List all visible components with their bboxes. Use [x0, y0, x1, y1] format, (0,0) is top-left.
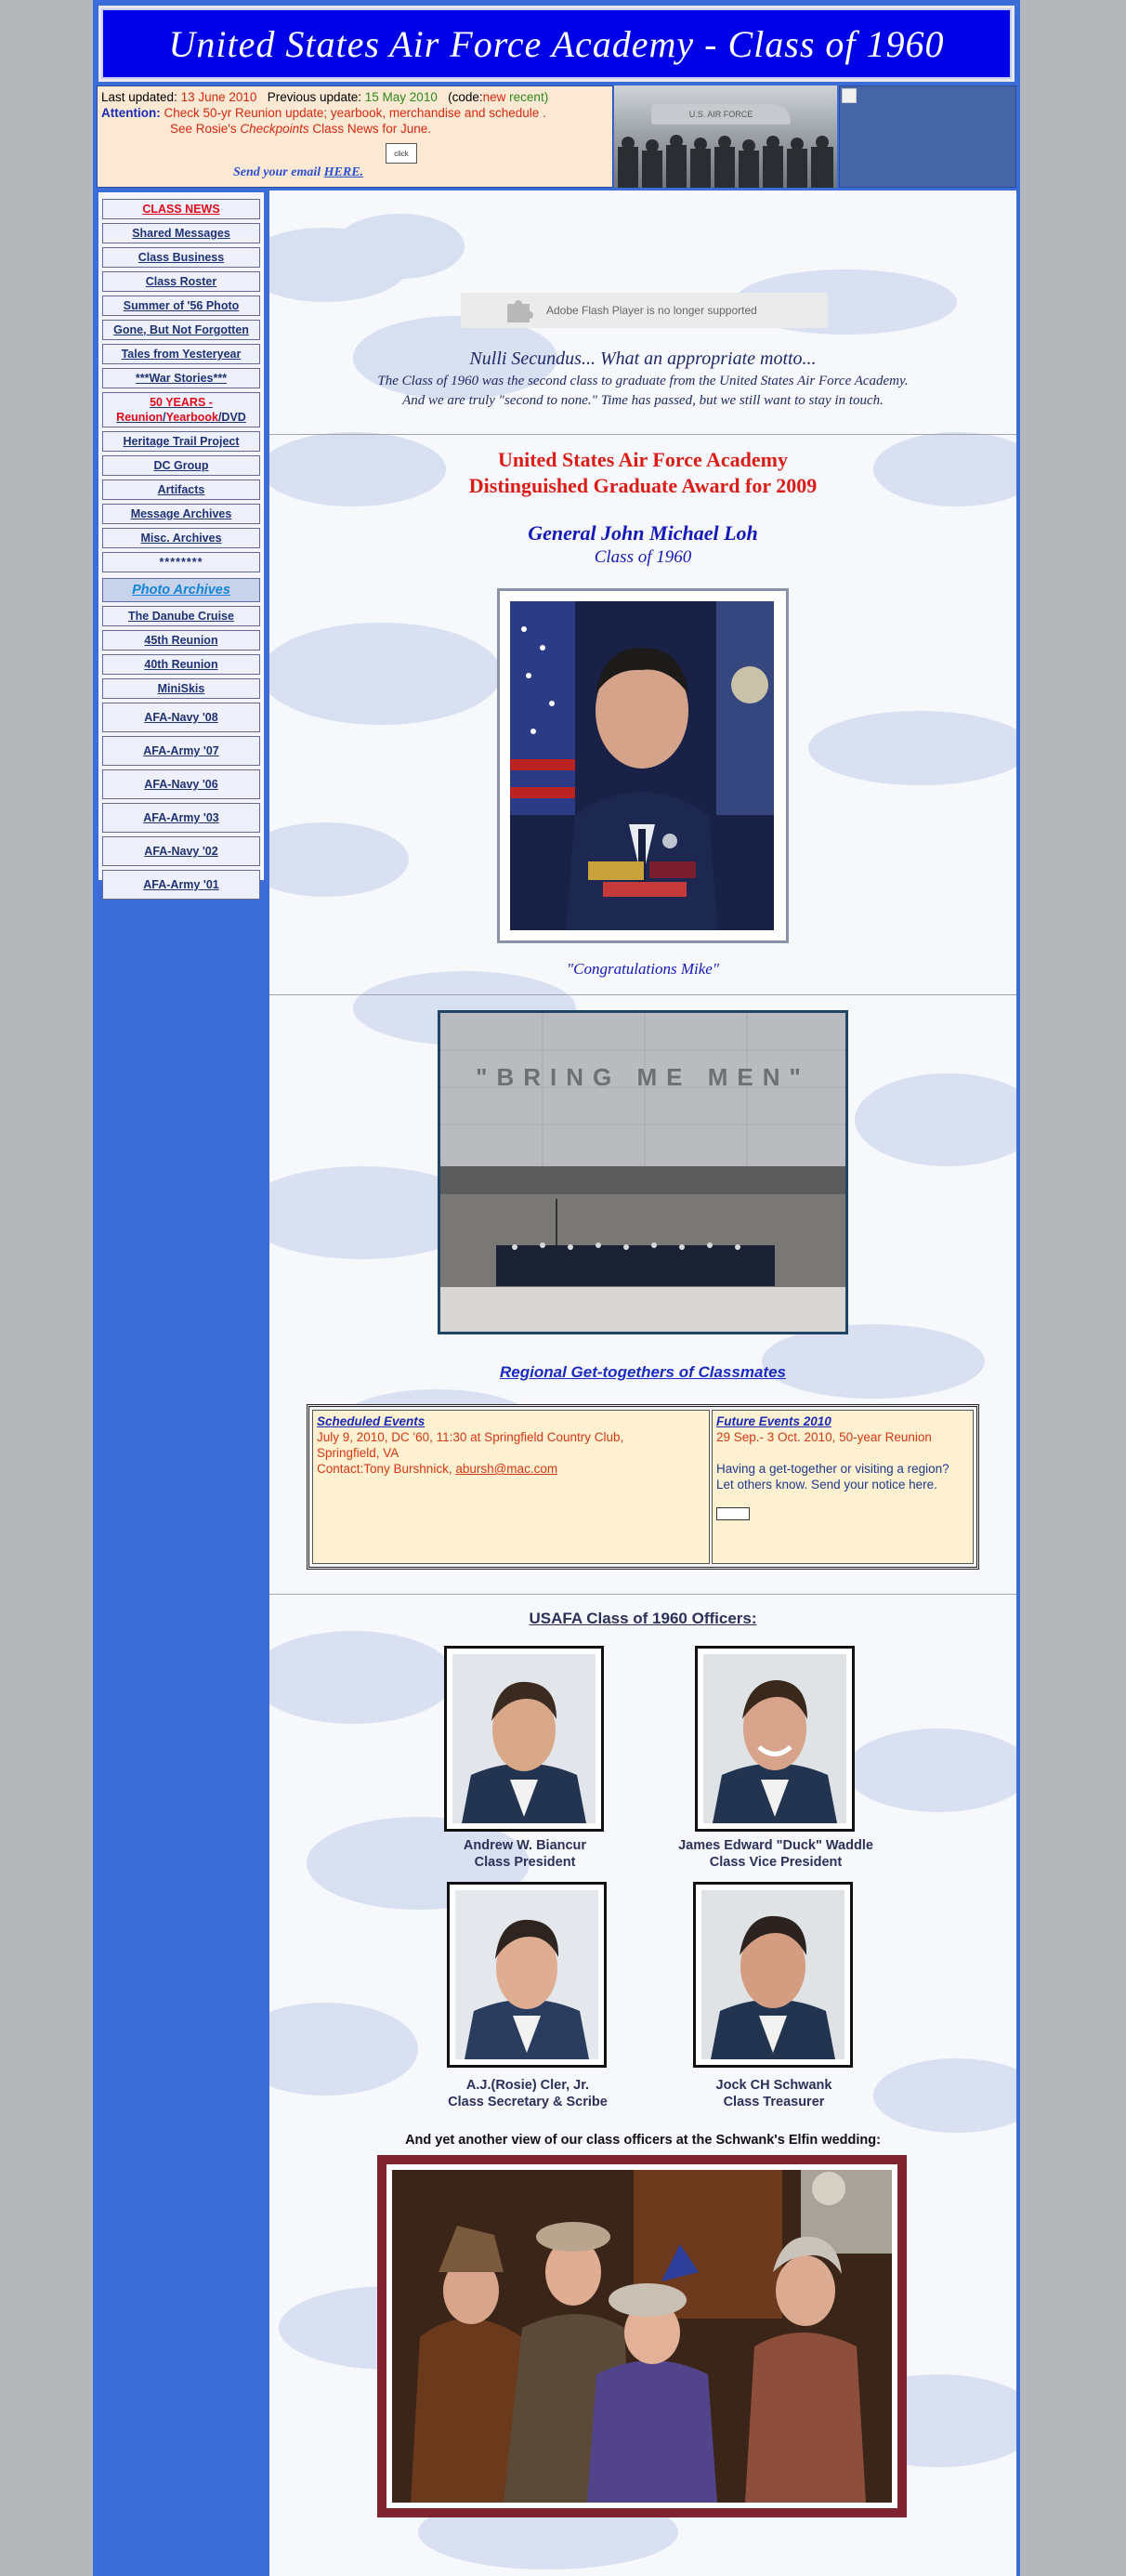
officer-photo-secretary	[447, 1882, 607, 2068]
plugin-icon	[502, 298, 537, 322]
nav-photo-archives[interactable]: Photo Archives	[102, 578, 260, 602]
congrats-text: "Congratulations Mike"	[567, 960, 719, 978]
nav-gone-not-forgotten[interactable]: Gone, But Not Forgotten	[102, 320, 260, 340]
nav-40th-reunion[interactable]: 40th Reunion	[102, 654, 260, 675]
future-event-line-2: Having a get-together or visiting a region?	[716, 1462, 949, 1476]
events-table	[307, 1404, 979, 1570]
last-updated-label: Last updated:	[101, 90, 177, 104]
officer-role: Class Secretary & Scribe	[448, 2095, 608, 2109]
broken-image	[839, 85, 1016, 188]
masthead-banner	[98, 6, 1015, 82]
motto-line-2: And we are truly "second to none." Time has passed, but we still want to stay in touch.	[402, 393, 884, 408]
dvd-link[interactable]: DVD	[221, 411, 246, 424]
flash-placeholder[interactable]	[461, 293, 828, 328]
reunion-link[interactable]: Reunion	[116, 411, 164, 424]
officer-secretary-caption	[407, 2077, 648, 2110]
honoree-class: Class of 1960	[594, 547, 692, 567]
portrait-photo	[510, 601, 774, 930]
main-inner	[269, 191, 1016, 2576]
future-event-line-3: Let others know. Send your notice here.	[716, 1478, 937, 1492]
site-title: United States Air Force Academy - Class of 1960	[101, 8, 1012, 79]
motto-line-1: The Class of 1960 was the second class to graduate from the United States Air Force Academy.	[377, 374, 909, 388]
scheduled-event-line-2: Springfield, VA	[317, 1446, 399, 1460]
nav-afa-navy-06[interactable]: AFA-Navy '06	[102, 769, 260, 799]
flash-notice-text: Adobe Flash Player is no longer supported	[546, 304, 757, 317]
nav-danube-cruise[interactable]: The Danube Cruise	[102, 606, 260, 626]
nav-summer-56-photo[interactable]: Summer of '56 Photo	[102, 296, 260, 316]
nav-afa-army-07[interactable]: AFA-Army '07	[102, 736, 260, 766]
divider-1	[269, 434, 1016, 435]
group-photo-airplane	[614, 85, 837, 188]
group-silhouettes	[614, 134, 837, 188]
wedding-photo	[377, 2155, 907, 2517]
nav-artifacts[interactable]: Artifacts	[102, 480, 260, 500]
divider-3	[269, 1594, 1016, 1595]
nav-shared-messages[interactable]: Shared Messages	[102, 223, 260, 243]
bring-me-men-sign: "BRING ME MEN"	[476, 1063, 810, 1091]
click-button[interactable]: click	[386, 143, 417, 164]
attention-label: Attention:	[101, 106, 161, 120]
scheduled-events-heading[interactable]: Scheduled Events	[317, 1414, 426, 1428]
scheduled-event-line-1: July 9, 2010, DC '60, 11:30 at Springfield Country Club,	[317, 1430, 624, 1444]
officer-photo-president	[444, 1646, 604, 1832]
nav-45th-reunion[interactable]: 45th Reunion	[102, 630, 260, 651]
email-link[interactable]: HERE.	[323, 165, 364, 179]
officer-vice-president-caption	[655, 1837, 897, 1871]
award-title-line-2: Distinguished Graduate Award for 2009	[468, 474, 818, 497]
officer-role: Class Vice President	[709, 1855, 843, 1870]
officer-photo-treasurer	[693, 1882, 853, 2068]
nav-class-business[interactable]: Class Business	[102, 247, 260, 268]
contact-line	[317, 1461, 705, 1477]
officer-treasurer-caption	[653, 2077, 895, 2110]
update-info-box	[97, 85, 613, 188]
slash-2: /	[217, 411, 222, 424]
checkpoints-text-a: See Rosie's	[170, 122, 241, 136]
nav-afa-army-03[interactable]: AFA-Army '03	[102, 803, 260, 833]
nav-heritage-trail[interactable]: Heritage Trail Project	[102, 431, 260, 452]
previous-update-label: Previous update:	[267, 90, 362, 104]
broken-image-icon	[842, 88, 857, 103]
checkpoints-text-c: Class News for June.	[308, 122, 431, 136]
checkpoints-line	[170, 121, 609, 137]
code-new: new	[482, 90, 506, 104]
officer-president-caption	[404, 1837, 646, 1871]
officer-name: Andrew W. Biancur	[463, 1838, 587, 1853]
officer-name: A.J.(Rosie) Cler, Jr.	[465, 2078, 590, 2093]
honoree-name: General John Michael Loh	[528, 521, 758, 545]
attention-line	[101, 105, 609, 121]
nav-class-roster[interactable]: Class Roster	[102, 271, 260, 292]
main-content	[269, 191, 1016, 2576]
slash-1: /	[163, 411, 166, 424]
nav-misc-archives[interactable]: Misc. Archives	[102, 528, 260, 548]
officer-role: Class Treasurer	[723, 2095, 825, 2109]
nav-stars-divider: ********	[102, 552, 260, 572]
nav-afa-navy-08[interactable]: AFA-Navy '08	[102, 703, 260, 732]
nav-war-stories[interactable]: ***War Stories***	[102, 368, 260, 388]
sidebar-nav	[98, 192, 264, 891]
send-notice-button[interactable]	[716, 1507, 750, 1520]
nav-message-archives[interactable]: Message Archives	[102, 504, 260, 524]
checkpoints-italic: Checkpoints	[240, 122, 309, 136]
update-line	[101, 89, 609, 105]
wedding-caption: And yet another view of our class officers at the Schwank's Elfin wedding:	[405, 2133, 881, 2148]
nav-50-years-reunion[interactable]	[102, 392, 260, 427]
email-line	[233, 164, 363, 180]
yearbook-link[interactable]: Yearbook	[165, 411, 218, 424]
officer-photo-vice-president	[695, 1646, 855, 1832]
reunion-line-2	[103, 410, 259, 425]
last-updated-date: 13 June 2010	[180, 90, 257, 104]
previous-update-date: 15 May 2010	[364, 90, 438, 104]
nav-afa-army-01[interactable]: AFA-Army '01	[102, 870, 260, 900]
nav-class-news[interactable]: CLASS NEWS	[102, 199, 260, 219]
nav-dc-group[interactable]: DC Group	[102, 455, 260, 476]
reunion-line-1: 50 YEARS -	[150, 396, 213, 409]
officer-name: James Edward "Duck" Waddle	[678, 1838, 873, 1853]
future-event-line-1: 29 Sep.- 3 Oct. 2010, 50-year Reunion	[716, 1430, 932, 1444]
contact-email-link[interactable]: abursh@mac.com	[455, 1462, 558, 1476]
future-events-cell	[712, 1410, 974, 1564]
nav-tales-yesteryear[interactable]: Tales from Yesteryear	[102, 344, 260, 364]
nav-miniskis[interactable]: MiniSkis	[102, 678, 260, 699]
divider-2	[269, 994, 1016, 995]
officers-title: USAFA Class of 1960 Officers:	[529, 1610, 757, 1627]
airplane-fuselage: U.S. AIR FORCE	[651, 104, 791, 125]
nav-afa-navy-02[interactable]: AFA-Navy '02	[102, 836, 260, 866]
regional-title-link[interactable]: Regional Get-togethers of Classmates	[500, 1363, 786, 1381]
scheduled-events-cell	[312, 1410, 710, 1564]
honoree-portrait	[497, 588, 789, 943]
motto-title: Nulli Secundus... What an appropriate motto...	[469, 348, 817, 369]
contact-label: Contact:Tony Burshnick,	[317, 1462, 456, 1476]
code-label: (code:	[448, 90, 483, 104]
future-events-heading[interactable]: Future Events 2010	[716, 1414, 831, 1428]
officer-role: Class President	[474, 1855, 576, 1870]
email-prefix: Send your email	[233, 165, 324, 179]
bring-me-men-photo	[438, 1010, 848, 1334]
officer-name: Jock CH Schwank	[715, 2078, 832, 2093]
attention-text: Check 50-yr Reunion update; yearbook, merchandise and schedule .	[164, 106, 546, 120]
award-title-line-1: United States Air Force Academy	[497, 448, 789, 471]
code-recent: recent)	[509, 90, 549, 104]
